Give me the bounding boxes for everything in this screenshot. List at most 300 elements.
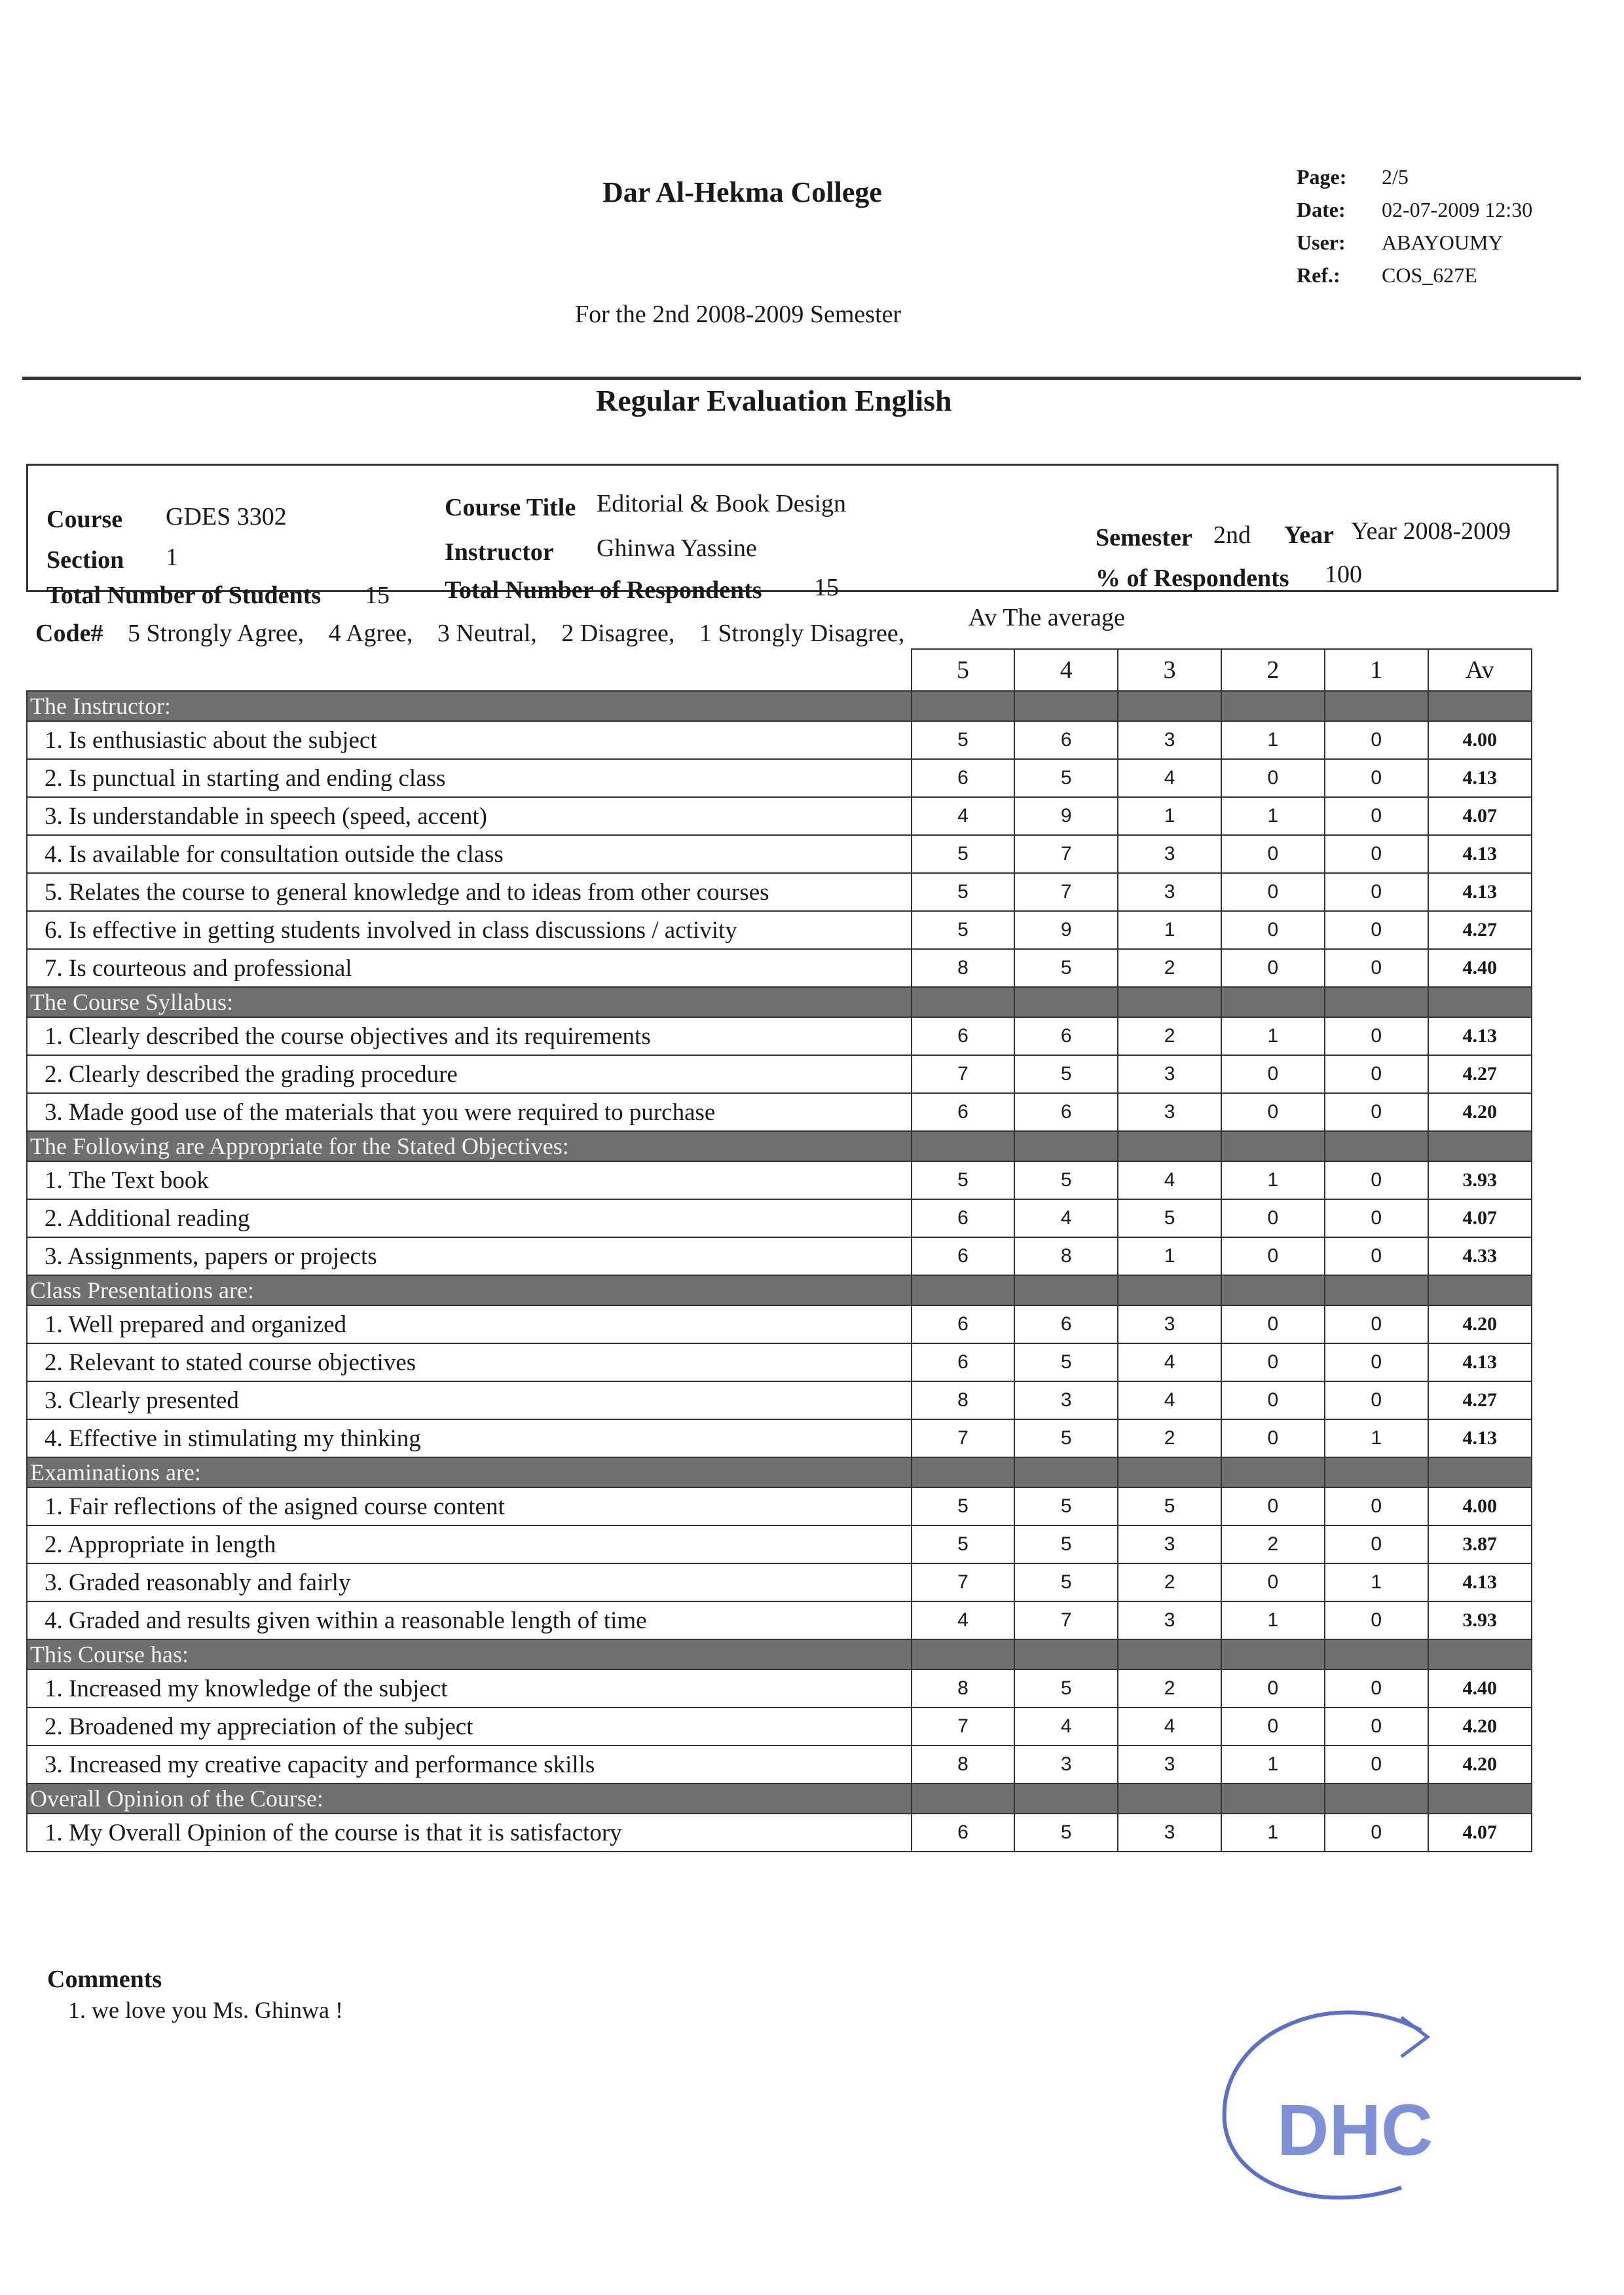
section-title: The Course Syllabus: [27,987,912,1017]
count-cell: 2 [1221,1525,1325,1563]
code-legend [35,604,1143,648]
college-name: Dar Al-Hekma College [602,176,882,208]
count-cell: 3 [1118,835,1221,873]
count-cell: 1 [1221,721,1325,759]
table-row [27,1419,1532,1457]
table-row [27,1601,1532,1639]
count-cell: 0 [1221,911,1325,949]
section-cell [1221,1131,1325,1161]
report-meta [1297,160,1532,291]
average-cell: 4.27 [1428,1055,1532,1093]
count-cell: 0 [1221,1563,1325,1601]
count-cell: 5 [1014,1161,1118,1199]
question: 4. Graded and results given within a reasonable length of time [27,1601,912,1639]
count-cell: 0 [1325,797,1428,835]
question: 1. Is enthusiastic about the subject [27,721,912,759]
count-cell: 5 [912,835,1015,873]
comment-item: 1. we love you Ms. Ghinwa ! [68,1997,343,2023]
question: 3. Is understandable in speech (speed, accent) [27,797,912,835]
section-cell [1221,987,1325,1017]
average-cell: 3.93 [1428,1161,1532,1199]
table-row [27,1487,1532,1525]
count-cell: 7 [912,1055,1015,1093]
count-cell: 0 [1325,1525,1428,1563]
table-row [27,1525,1532,1563]
count-cell: 5 [1014,1670,1118,1707]
section-cell [1221,1457,1325,1487]
count-cell: 0 [1221,1305,1325,1343]
count-cell: 6 [912,1093,1015,1131]
count-cell: 8 [1014,1237,1118,1275]
count-cell: 9 [1014,797,1118,835]
count-cell: 7 [912,1707,1015,1745]
count-cell: 8 [912,1381,1015,1419]
question: 6. Is effective in getting students involved in class discussions / activity [27,911,912,949]
section-cell [1118,1783,1221,1814]
table-row [27,759,1532,797]
section-cell [1221,1275,1325,1305]
section-row [27,1457,1532,1487]
college-stamp [1205,1991,1506,2230]
section-cell [912,1783,1015,1814]
question: 2. Is punctual in starting and ending class [27,759,912,797]
count-cell: 1 [1221,797,1325,835]
section-cell [1014,1275,1118,1305]
table-row [27,1707,1532,1745]
svg-text:DHC: DHC [1277,2090,1433,2171]
table-row [27,835,1532,873]
count-cell: 0 [1325,759,1428,797]
section-cell [1014,1131,1118,1161]
section-title: This Course has: [27,1639,912,1670]
count-cell: 5 [1014,949,1118,987]
count-cell: 1 [1221,1161,1325,1199]
count-cell: 3 [1118,721,1221,759]
count-cell: 5 [1014,1563,1118,1601]
count-cell: 0 [1221,1419,1325,1457]
count-cell: 2 [1118,1670,1221,1707]
table-row [27,1343,1532,1381]
count-cell: 5 [1014,1487,1118,1525]
meta-label: Page: [1297,165,1347,189]
count-cell: 5 [1014,759,1118,797]
count-cell: 1 [1325,1419,1428,1457]
count-cell: 6 [1014,1017,1118,1055]
table-row [27,1381,1532,1419]
section-title: Overall Opinion of the Course: [27,1783,912,1814]
count-cell: 1 [1221,1017,1325,1055]
code-item: 5 Strongly Agree, [127,620,304,647]
count-cell: 5 [1014,1419,1118,1457]
section-cell [1325,1131,1428,1161]
section-cell [1118,987,1221,1017]
semester-line: For the 2nd 2008-2009 Semester [575,301,902,328]
section-cell [912,691,1015,721]
section-cell [1118,1275,1221,1305]
column-header-row [27,649,1532,691]
title-label: Course Title [445,494,576,521]
section-cell [1118,1131,1221,1161]
count-cell: 0 [1325,1814,1428,1852]
count-cell: 7 [912,1419,1015,1457]
section-row [27,1275,1532,1305]
table-row [27,911,1532,949]
section-cell [1428,1783,1532,1814]
average-cell: 4.20 [1428,1305,1532,1343]
count-cell: 0 [1325,1055,1428,1093]
course-info-box [26,464,1559,609]
section-cell [912,1131,1015,1161]
section-row [27,1783,1532,1814]
question: 2. Relevant to stated course objectives [27,1343,912,1381]
count-cell: 6 [912,1199,1015,1237]
count-cell: 8 [912,1670,1015,1707]
count-cell: 5 [912,721,1015,759]
meta-value: 02-07-2009 12:30 [1382,198,1533,221]
count-cell: 1 [1221,1745,1325,1783]
average-cell: 4.07 [1428,1814,1532,1852]
count-cell: 0 [1221,1237,1325,1275]
section-cell [1428,691,1532,721]
section-cell [912,1457,1015,1487]
section-title: Class Presentations are: [27,1275,912,1305]
section-cell [1014,1639,1118,1670]
course-title: Editorial & Book Design [597,490,847,517]
count-cell: 3 [1118,873,1221,911]
section-title: The Instructor: [27,691,912,721]
count-cell: 2 [1118,1419,1221,1457]
question: 5. Relates the course to general knowledge and to ideas from other courses [27,873,912,911]
count-cell: 5 [1118,1199,1221,1237]
count-cell: 0 [1221,1707,1325,1745]
question: 1. My Overall Opinion of the course is that it is satisfactory [27,1814,912,1852]
count-cell: 3 [1118,1814,1221,1852]
meta-label: Date: [1297,198,1346,221]
average-cell: 4.07 [1428,797,1532,835]
count-cell: 0 [1221,1670,1325,1707]
count-cell: 0 [1221,759,1325,797]
count-cell: 4 [1118,1707,1221,1745]
section-cell [1118,691,1221,721]
count-cell: 0 [1325,1237,1428,1275]
question: 2. Additional reading [27,1199,912,1237]
count-cell: 0 [1325,1707,1428,1745]
section-cell [1325,691,1428,721]
section-value: 1 [166,544,178,571]
count-cell: 0 [1221,835,1325,873]
average-cell: 4.13 [1428,1419,1532,1457]
average-cell: 4.00 [1428,1487,1532,1525]
section-cell [1325,1783,1428,1814]
count-cell: 9 [1014,911,1118,949]
average-cell: 4.27 [1428,911,1532,949]
section-cell [1428,987,1532,1017]
instructor-value: Ghinwa Yassine [597,534,757,562]
section-title: Examinations are: [27,1457,912,1487]
table-row [27,873,1532,911]
average-cell: 4.20 [1428,1093,1532,1131]
count-cell: 0 [1325,721,1428,759]
section-cell [1428,1457,1532,1487]
pct-label: % of Respondents [1096,565,1289,592]
count-cell: 5 [912,1525,1015,1563]
count-cell: 5 [1014,1814,1118,1852]
section-cell [1221,1639,1325,1670]
table-row [27,1814,1532,1852]
code-item: 4 Agree, [328,620,413,647]
average-cell: 4.20 [1428,1745,1532,1783]
count-cell: 0 [1221,1381,1325,1419]
count-cell: 6 [1014,721,1118,759]
count-cell: 0 [1221,1343,1325,1381]
count-cell: 3 [1014,1381,1118,1419]
count-cell: 5 [912,873,1015,911]
section-cell [1014,1783,1118,1814]
count-cell: 3 [1118,1055,1221,1093]
count-cell: 1 [1118,1237,1221,1275]
column-header: 4 [1014,649,1118,691]
count-cell: 1 [1325,1563,1428,1601]
question: 2. Clearly described the grading procedure [27,1055,912,1093]
question: 3. Increased my creative capacity and performance skills [27,1745,912,1783]
section-title: The Following are Appropriate for the Stated Objectives: [27,1131,912,1161]
count-cell: 4 [1118,1161,1221,1199]
question: 3. Assignments, papers or projects [27,1237,912,1275]
average-cell: 4.20 [1428,1707,1532,1745]
column-header: Av [1428,649,1532,691]
average-cell: 3.87 [1428,1525,1532,1563]
count-cell: 0 [1325,1381,1428,1419]
question: 1. Fair reflections of the asigned course content [27,1487,912,1525]
table-row [27,1093,1532,1131]
count-cell: 0 [1325,1199,1428,1237]
section-cell [1014,987,1118,1017]
count-cell: 3 [1118,1525,1221,1563]
section-cell [1221,1783,1325,1814]
question: 1. Well prepared and organized [27,1305,912,1343]
section-cell [1221,691,1325,721]
section-cell [1118,1639,1221,1670]
section-cell [912,1639,1015,1670]
count-cell: 0 [1325,835,1428,873]
count-cell: 5 [912,1161,1015,1199]
count-cell: 2 [1118,1563,1221,1601]
question: 1. Clearly described the course objectives and its requirements [27,1017,912,1055]
section-cell [912,987,1015,1017]
count-cell: 0 [1325,1601,1428,1639]
count-cell: 6 [912,1017,1015,1055]
meta-value: COS_627E [1382,263,1477,287]
section-cell [1118,1457,1221,1487]
count-cell: 5 [1014,1055,1118,1093]
question: 7. Is courteous and professional [27,949,912,987]
table-row [27,1055,1532,1093]
section-cell [1325,1275,1428,1305]
code-item: 2 Disagree, [561,620,675,647]
count-cell: 1 [1221,1601,1325,1639]
count-cell: 6 [912,1343,1015,1381]
section-cell [1014,1457,1118,1487]
divider [22,377,1581,380]
count-cell: 8 [912,1745,1015,1783]
question: 3. Clearly presented [27,1381,912,1419]
count-cell: 0 [1325,1305,1428,1343]
respondents-label: Total Number of Respondents [445,576,762,604]
table-row [27,949,1532,987]
count-cell: 1 [1118,911,1221,949]
section-row [27,987,1532,1017]
count-cell: 8 [912,949,1015,987]
average-cell: 3.93 [1428,1601,1532,1639]
count-cell: 2 [1118,1017,1221,1055]
average-cell: 4.13 [1428,1343,1532,1381]
meta-value: ABAYOUMY [1382,231,1504,254]
table-row [27,1017,1532,1055]
count-cell: 7 [1014,873,1118,911]
question: 3. Graded reasonably and fairly [27,1563,912,1601]
count-cell: 3 [1118,1093,1221,1131]
table-row [27,1237,1532,1275]
count-cell: 0 [1325,1745,1428,1783]
count-cell: 4 [912,797,1015,835]
count-cell: 4 [912,1601,1015,1639]
section-row [27,1131,1532,1161]
average-cell: 4.40 [1428,949,1532,987]
meta-value: 2/5 [1382,165,1409,189]
average-cell: 4.13 [1428,1017,1532,1055]
count-cell: 5 [1118,1487,1221,1525]
count-cell: 3 [1118,1601,1221,1639]
average-cell: 4.27 [1428,1381,1532,1419]
table-row [27,1199,1532,1237]
count-cell: 5 [912,911,1015,949]
count-cell: 3 [1118,1305,1221,1343]
table-row [27,1670,1532,1707]
year-value: Year 2008-2009 [1351,517,1511,545]
instructor-label: Instructor [445,538,554,566]
table-row [27,1563,1532,1601]
count-cell: 0 [1325,911,1428,949]
pct-value: 100 [1325,561,1362,588]
question: 4. Effective in stimulating my thinking [27,1419,912,1457]
count-cell: 4 [1118,1381,1221,1419]
count-cell: 4 [1014,1707,1118,1745]
count-cell: 0 [1325,949,1428,987]
count-cell: 5 [912,1487,1015,1525]
respondents-value: 15 [814,574,839,601]
comments-label: Comments [47,1966,162,1993]
course-label: Course [46,506,123,533]
semester-value: 2nd [1213,521,1251,549]
section-row [27,1639,1532,1670]
section-label: Section [46,546,124,574]
count-cell: 0 [1325,873,1428,911]
question: 2. Broadened my appreciation of the subject [27,1707,912,1745]
section-cell [1428,1275,1532,1305]
count-cell: 0 [1221,949,1325,987]
count-cell: 7 [912,1563,1015,1601]
table-row [27,1305,1532,1343]
average-cell: 4.13 [1428,835,1532,873]
count-cell: 0 [1221,1487,1325,1525]
question: 2. Appropriate in length [27,1525,912,1563]
question: 1. The Text book [27,1161,912,1199]
count-cell: 0 [1325,1343,1428,1381]
count-cell: 5 [1014,1343,1118,1381]
count-cell: 1 [1118,797,1221,835]
question: 1. Increased my knowledge of the subject [27,1670,912,1707]
code-av: Av The average [968,604,1125,631]
section-cell [1014,691,1118,721]
meta-label: Ref.: [1297,263,1340,287]
count-cell: 2 [1118,949,1221,987]
page-title: Regular Evaluation English [596,384,952,417]
column-header: 3 [1118,649,1221,691]
semester-label: Semester [1096,524,1192,551]
count-cell: 6 [1014,1093,1118,1131]
meta-label: User: [1297,231,1346,254]
average-cell: 4.40 [1428,1670,1532,1707]
question: 4. Is available for consultation outside the class [27,835,912,873]
code-item: 1 Strongly Disagree, [699,620,905,647]
count-cell: 3 [1014,1745,1118,1783]
average-cell: 4.33 [1428,1237,1532,1275]
count-cell: 6 [912,1237,1015,1275]
count-cell: 5 [1014,1525,1118,1563]
table-row [27,797,1532,835]
count-cell: 0 [1325,1093,1428,1131]
table-row [27,1161,1532,1199]
average-cell: 4.13 [1428,759,1532,797]
average-cell: 4.00 [1428,721,1532,759]
count-cell: 4 [1118,759,1221,797]
count-cell: 3 [1118,1745,1221,1783]
count-cell: 4 [1014,1199,1118,1237]
section-cell [1428,1639,1532,1670]
question: 3. Made good use of the materials that you were required to purchase [27,1093,912,1131]
students-value: 15 [365,582,390,609]
course-code: GDES 3302 [166,503,287,531]
average-cell: 4.07 [1428,1199,1532,1237]
count-cell: 0 [1325,1487,1428,1525]
year-label: Year [1284,521,1334,549]
count-cell: 0 [1325,1670,1428,1707]
count-cell: 0 [1221,1055,1325,1093]
students-label: Total Number of Students [46,582,322,609]
average-cell: 4.13 [1428,873,1532,911]
section-row [27,691,1532,721]
table-row [27,721,1532,759]
section-cell [1428,1131,1532,1161]
section-cell [1325,1639,1428,1670]
count-cell: 4 [1118,1343,1221,1381]
column-header: 5 [912,649,1015,691]
count-cell: 6 [912,1814,1015,1852]
count-cell: 0 [1221,873,1325,911]
count-cell: 0 [1221,1093,1325,1131]
count-cell: 0 [1325,1017,1428,1055]
count-cell: 7 [1014,835,1118,873]
count-cell: 6 [912,759,1015,797]
count-cell: 6 [1014,1305,1118,1343]
header-spacer [27,649,912,691]
section-cell [912,1275,1015,1305]
code-label: Code# [35,620,103,647]
count-cell: 7 [1014,1601,1118,1639]
average-cell: 4.13 [1428,1563,1532,1601]
count-cell: 6 [912,1305,1015,1343]
code-item: 3 Neutral, [437,620,537,647]
